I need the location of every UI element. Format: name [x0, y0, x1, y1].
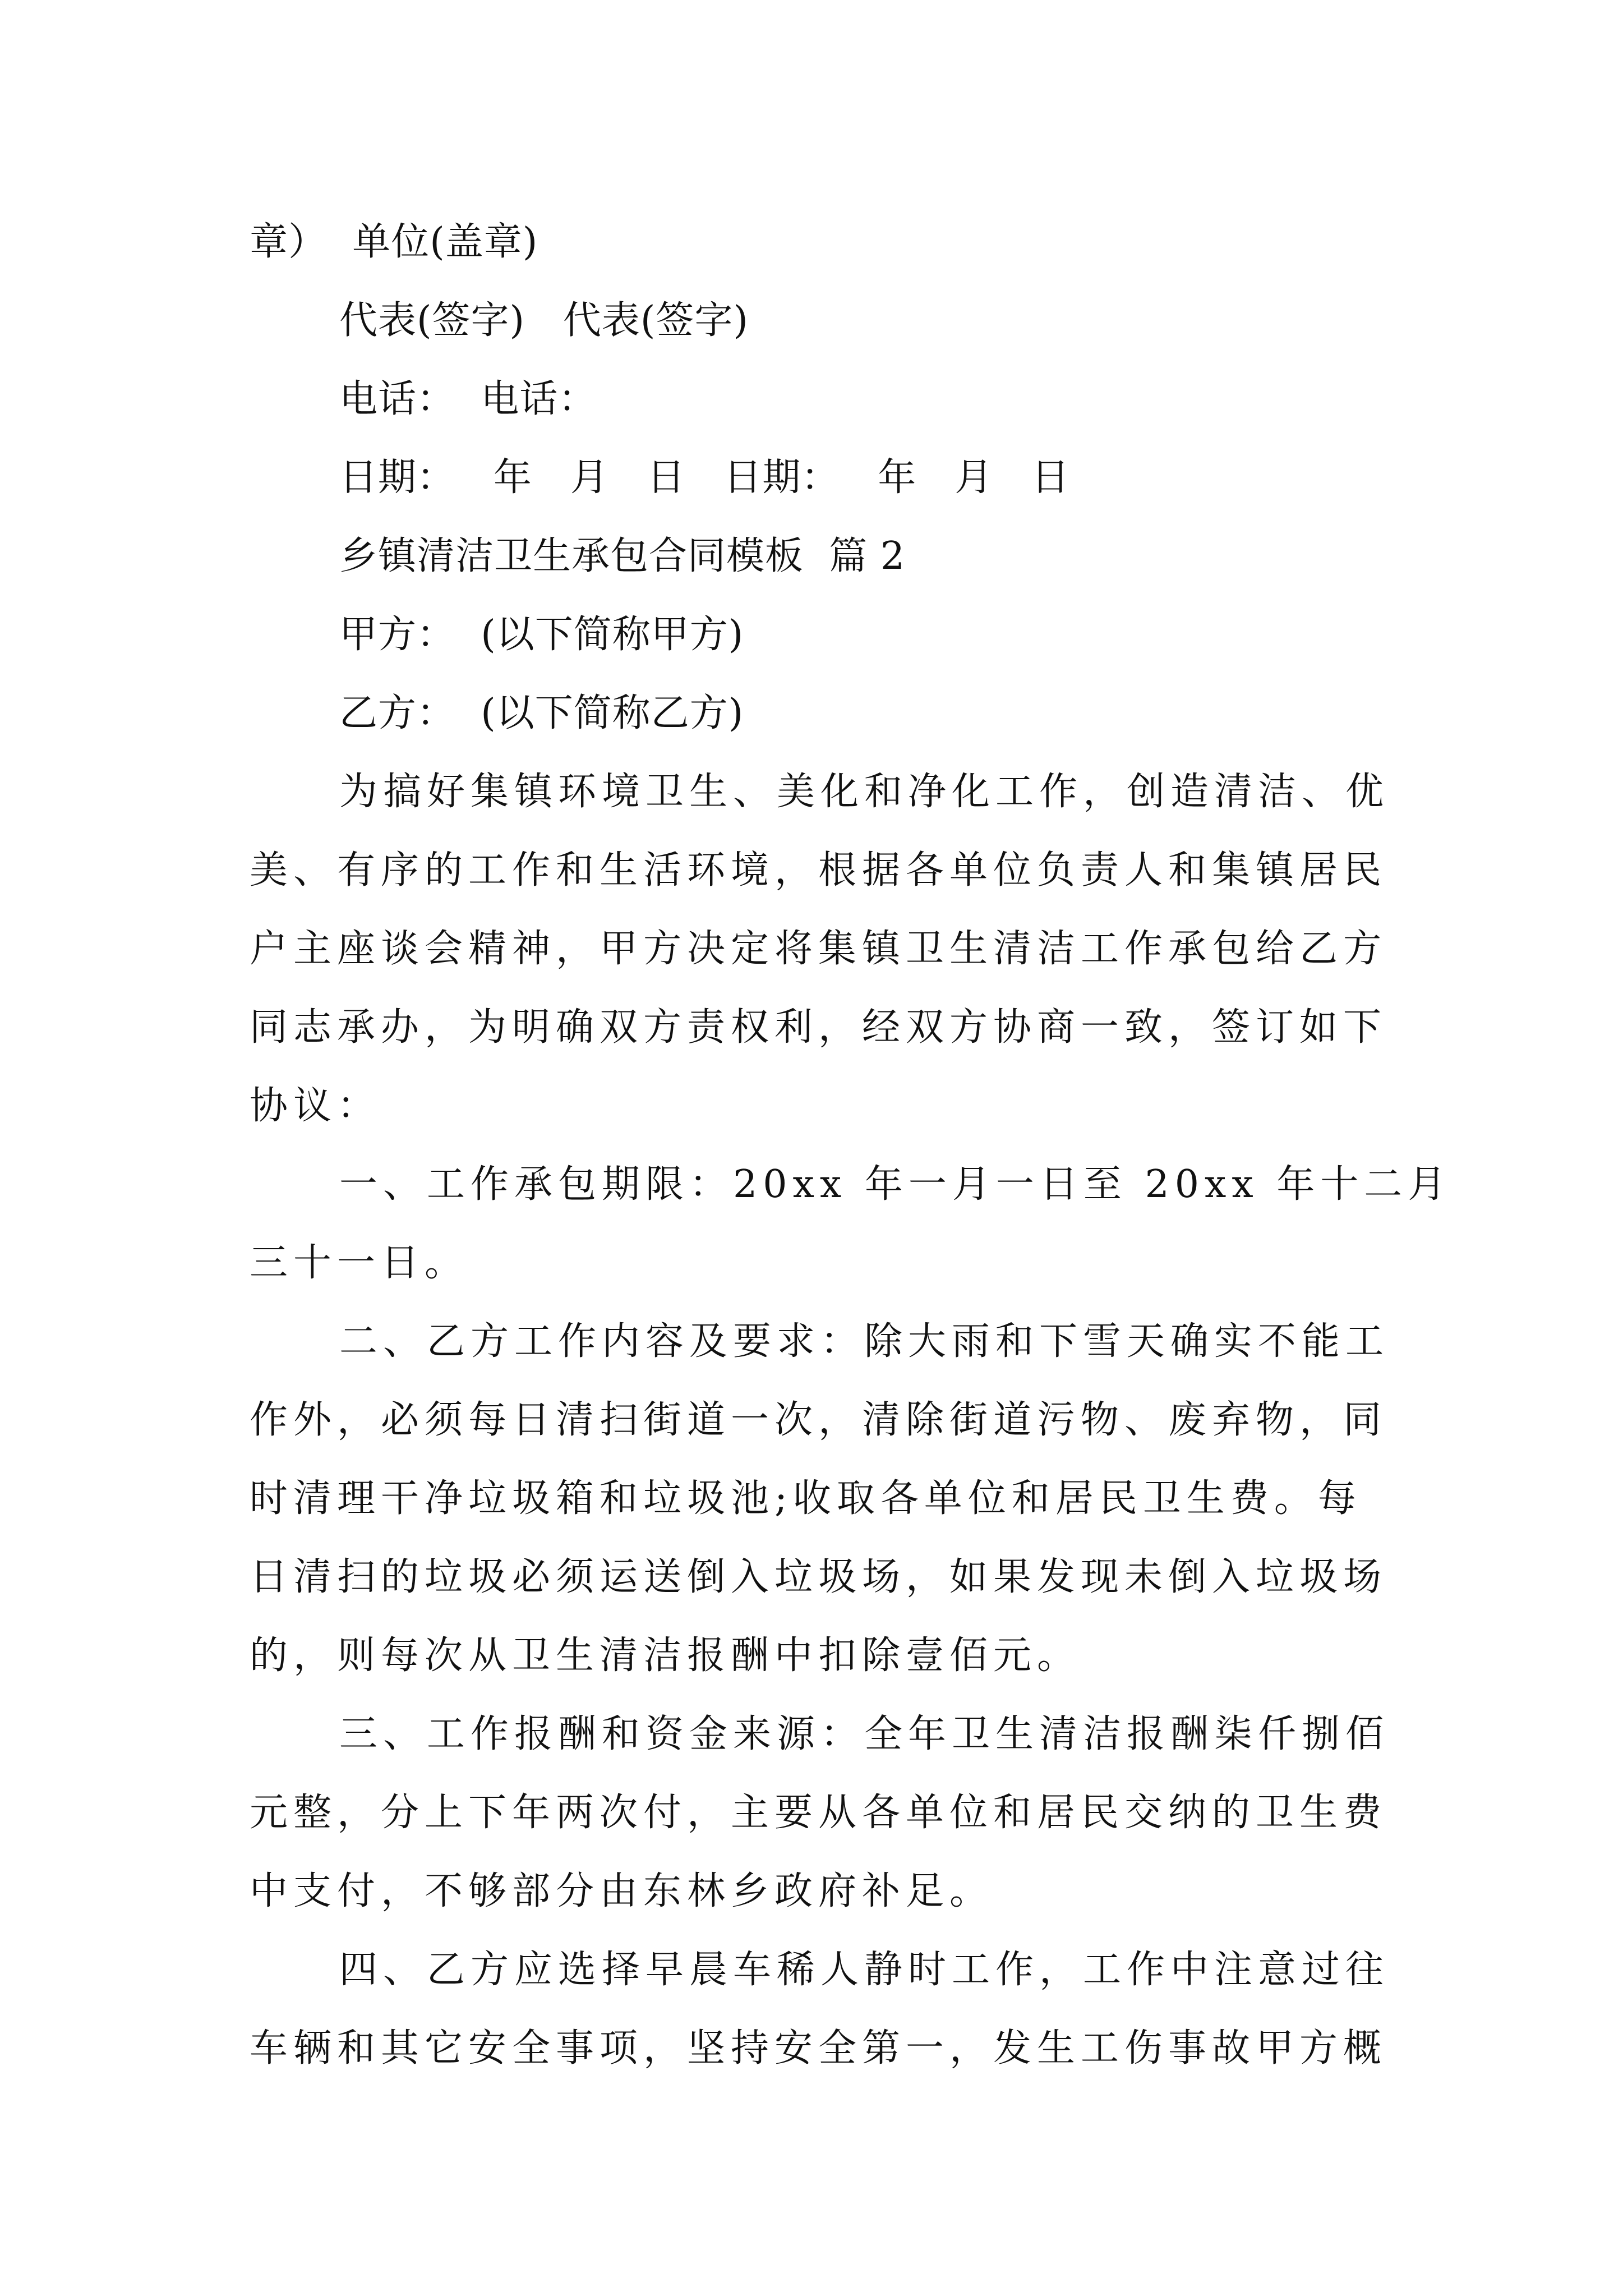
- clause-4-line: 车辆和其它安全事项，坚持安全第一，发生工伤事故甲方概: [250, 2026, 1387, 2070]
- intro-line: 户主座谈会精神，甲方决定将集镇卫生清洁工作承包给乙方: [250, 927, 1387, 971]
- clause-1-line: 三十一日。: [250, 1241, 469, 1285]
- party-b-line: 乙方： (以下简称乙方): [339, 691, 744, 735]
- signature-date-line: 日期： 年 月 日 日期： 年 月 日: [339, 455, 1070, 500]
- intro-line: 协议：: [250, 1084, 381, 1128]
- signature-seal-line: 章） 单位(盖章): [250, 220, 538, 264]
- signature-phone-line: 电话： 电话：: [339, 377, 597, 421]
- clause-2-line: 时清理干净垃圾箱和垃圾池;收取各单位和居民卫生费。每: [250, 1476, 1362, 1521]
- party-a-line: 甲方： (以下简称甲方): [339, 613, 744, 657]
- intro-line: 同志承办，为明确双方责权利，经双方协商一致，签订如下: [250, 1005, 1387, 1050]
- clause-2-line: 日清扫的垃圾必须运送倒入垃圾场，如果发现未倒入垃圾场: [250, 1555, 1387, 1599]
- intro-line: 美、有序的工作和生活环境，根据各单位负责人和集镇居民: [250, 848, 1387, 892]
- clause-1-line: 一、工作承包期限：20xx 年一月一日至 20xx 年十二月: [339, 1162, 1452, 1207]
- section-title: 乡镇清洁卫生承包合同模板 篇 2: [339, 534, 906, 578]
- clause-2-line: 二、乙方工作内容及要求：除大雨和下雪天确实不能工: [339, 1319, 1390, 1364]
- clause-4-line: 四、乙方应选择早晨车稀人静时工作，工作中注意过往: [339, 1948, 1390, 1992]
- signature-representative-line: 代表(签字) 代表(签字): [339, 298, 749, 343]
- intro-line: 为搞好集镇环境卫生、美化和净化工作，创造清洁、优: [339, 770, 1390, 814]
- clause-3-line: 元整，分上下年两次付，主要从各单位和居民交纳的卫生费: [250, 1791, 1387, 1835]
- clause-2-line: 作外，必须每日清扫街道一次，清除街道污物、废弃物，同: [250, 1398, 1387, 1442]
- clause-3-line: 三、工作报酬和资金来源：全年卫生清洁报酬柒仟捌佰: [339, 1712, 1390, 1756]
- clause-3-line: 中支付，不够部分由东林乡政府补足。: [250, 1869, 994, 1913]
- clause-2-line: 的，则每次从卫生清洁报酬中扣除壹佰元。: [250, 1634, 1081, 1678]
